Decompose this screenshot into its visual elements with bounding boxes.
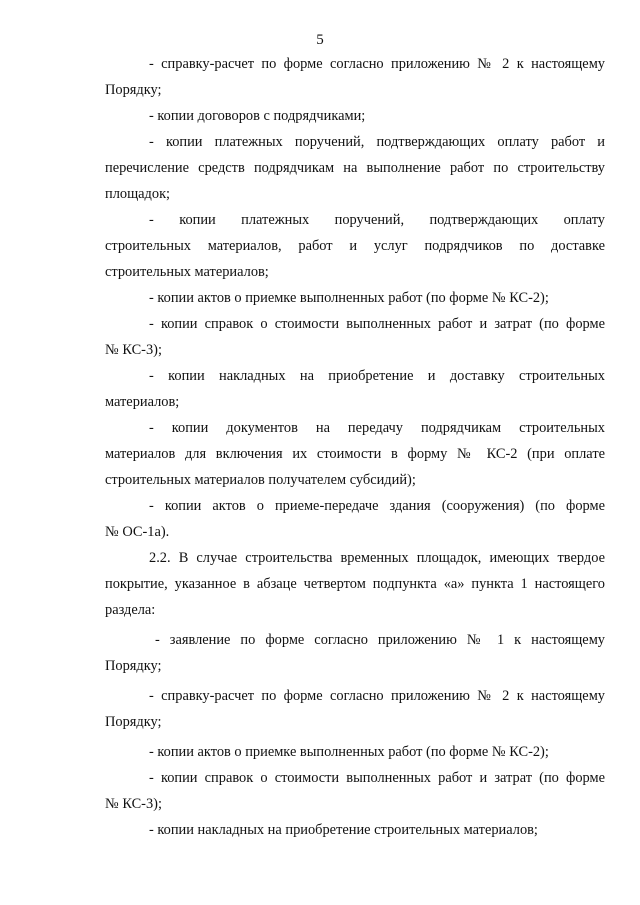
text-line: - копии платежных поручений, подтверждающих оплату <box>149 212 605 228</box>
text-line: материалов; <box>105 394 180 410</box>
text-line: - справку-расчет по форме согласно приложению № 2 к настоящему <box>149 688 605 704</box>
text-line: № КС-3); <box>105 796 162 812</box>
text-line: покрытие, указанное в абзаце четвертом подпункта «а» пункта 1 настоящего <box>105 576 605 592</box>
text-line: - копии накладных на приобретение строительных материалов; <box>149 822 538 838</box>
text-line: - справку-расчет по форме согласно приложению № 2 к настоящему <box>149 56 605 72</box>
text-line: - копии справок о стоимости выполненных работ и затрат (по форме <box>149 316 605 332</box>
text-line: № КС-3); <box>105 342 162 358</box>
text-line: Порядку; <box>105 658 162 674</box>
text-line: строительных материалов; <box>105 264 269 280</box>
text-line: 2.2. В случае строительства временных площадок, имеющих твердое <box>149 550 605 566</box>
text-line: материалов для включения их стоимости в форму № КС-2 (при оплате <box>105 446 605 462</box>
text-line: Порядку; <box>105 714 162 730</box>
document-body <box>105 51 605 843</box>
text-line: № ОС-1а). <box>105 524 170 540</box>
text-line: - копии договоров с подрядчиками; <box>149 108 366 124</box>
text-line: раздела: <box>105 602 156 618</box>
text-line: - заявление по форме согласно приложению № 1 к настоящему <box>155 632 605 648</box>
text-line: - копии накладных на приобретение и доставку строительных <box>149 368 605 384</box>
text-line: - копии актов о приеме-передаче здания (сооружения) (по форме <box>149 498 605 514</box>
text-line: строительных материалов, работ и услуг подрядчиков по доставке <box>105 238 605 254</box>
page-number: 5 <box>316 32 324 48</box>
text-line: - копии платежных поручений, подтверждающих оплату работ и <box>149 134 605 150</box>
text-line: Порядку; <box>105 82 162 98</box>
text-line: - копии актов о приемке выполненных работ (по форме № КС-2); <box>149 290 549 306</box>
text-line: строительных материалов получателем субсидий); <box>105 472 416 488</box>
text-line: - копии документов на передачу подрядчикам строительных <box>149 420 605 436</box>
text-line: - копии актов о приемке выполненных работ (по форме № КС-2); <box>149 744 549 760</box>
text-line: - копии справок о стоимости выполненных работ и затрат (по форме <box>149 770 605 786</box>
text-line: перечисление средств подрядчикам на выполнение работ по строительству <box>105 160 605 176</box>
text-line: площадок; <box>105 186 171 202</box>
